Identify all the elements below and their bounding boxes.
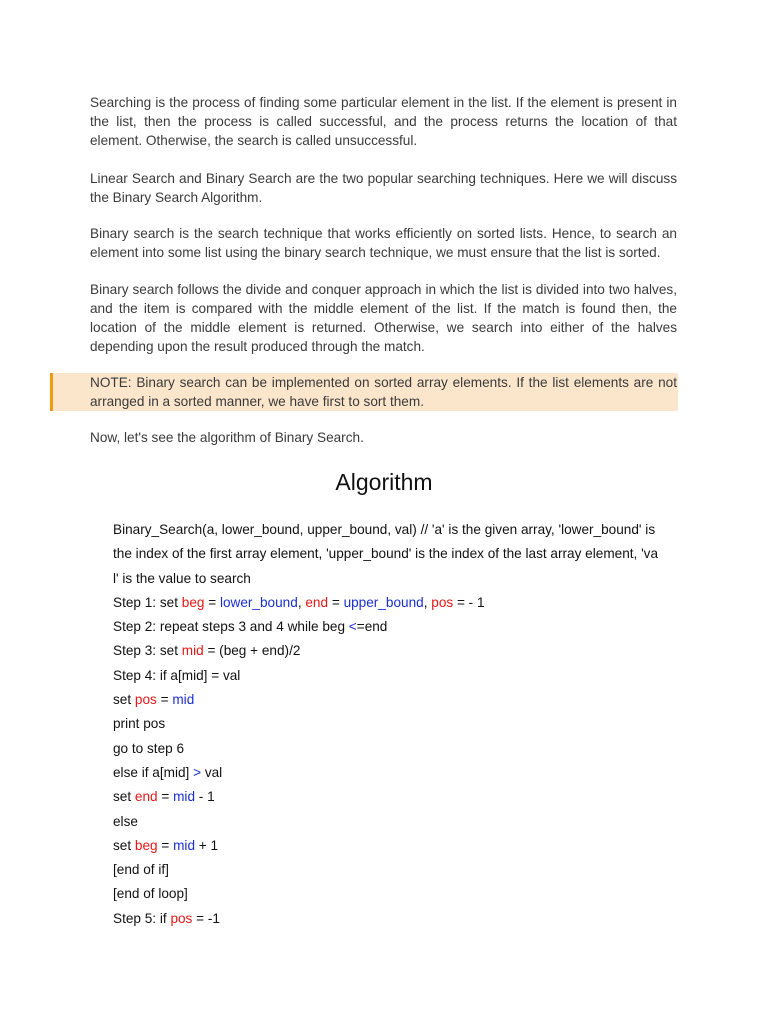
step3-tail: = (beg + end)/2 bbox=[203, 643, 301, 659]
step5-prefix: Step 5: if bbox=[113, 910, 171, 926]
set-end-eq: = bbox=[157, 789, 174, 805]
algo-step-3 bbox=[113, 639, 678, 663]
set-beg-tail: + 1 bbox=[195, 837, 219, 853]
intro-paragraph-2: Linear Search and Binary Search are the two popular searching techniques. Here we will discuss the Binary Search Algorithm. bbox=[90, 171, 677, 205]
algo-print-pos: print pos bbox=[113, 716, 166, 732]
var-mid: mid bbox=[181, 643, 204, 659]
step1-eq2: = bbox=[328, 594, 344, 610]
else-if-prefix: else if a[mid] bbox=[113, 764, 194, 780]
var-pos: pos bbox=[134, 692, 157, 708]
intro-paragraph-3: Binary search is the search technique that works efficiently on sorted lists. Hence, to search an element into some list using the binary search technique, we must ensure that the list is sorted. bbox=[90, 226, 677, 260]
var-upper-bound: upper_bound bbox=[343, 594, 424, 610]
algorithm-block bbox=[113, 518, 678, 931]
var-pos: pos bbox=[431, 594, 454, 610]
algo-goto: go to step 6 bbox=[113, 740, 185, 756]
var-pos: pos bbox=[170, 910, 193, 926]
algo-end-if: [end of if] bbox=[113, 862, 169, 878]
var-mid: mid bbox=[172, 692, 195, 708]
algorithm-heading: Algorithm bbox=[335, 469, 433, 495]
algo-signature-line-2: the index of the first array element, 'upper_bound' is the index of the last array element, 'va bbox=[113, 546, 659, 562]
var-beg: beg bbox=[181, 594, 205, 610]
step1-comma2: , bbox=[423, 594, 432, 610]
algo-set-end bbox=[113, 785, 678, 809]
set-end-tail: - 1 bbox=[195, 789, 215, 805]
step2-prefix: Step 2: repeat steps 3 and 4 while beg bbox=[113, 619, 349, 635]
algo-step-4: Step 4: if a[mid] = val bbox=[113, 667, 241, 683]
step3-prefix: Step 3: set bbox=[113, 643, 182, 659]
set-end-prefix: set bbox=[113, 789, 135, 805]
greater-than-operator: > bbox=[193, 764, 202, 780]
algo-step-2 bbox=[113, 615, 678, 639]
note-text: NOTE: Binary search can be implemented on sorted array elements. If the list elements are not arranged in a sorted manner, we have first to sort them. bbox=[90, 375, 677, 409]
else-if-tail: val bbox=[201, 764, 223, 780]
var-mid: mid bbox=[173, 789, 196, 805]
step1-prefix: Step 1: set bbox=[113, 594, 182, 610]
note-accent-bar bbox=[50, 373, 53, 411]
step1-tail: = - 1 bbox=[453, 594, 485, 610]
algo-signature-line-3: l' is the value to search bbox=[113, 570, 251, 586]
algo-signature-line-1: Binary_Search(a, lower_bound, upper_bound, val) // 'a' is the given array, 'lower_bound' is bbox=[113, 522, 656, 537]
intro-paragraph-5: Now, let's see the algorithm of Binary Search. bbox=[90, 430, 364, 445]
algo-step-1 bbox=[113, 591, 678, 615]
algo-step-5 bbox=[113, 907, 678, 931]
var-lower-bound: lower_bound bbox=[219, 594, 298, 610]
set-pos-eq: = bbox=[156, 692, 173, 708]
set-pos-prefix: set bbox=[113, 692, 135, 708]
step2-tail: =end bbox=[356, 619, 388, 635]
intro-paragraph-4: Binary search follows the divide and conquer approach in which the list is divided into two halves, and the item is compared with the middle element of the list. If the match is found then, the location of the middle element is returned. Otherwise, we search into either of the halves depending upon the result produced through the match. bbox=[90, 282, 677, 354]
set-beg-prefix: set bbox=[113, 837, 135, 853]
var-end: end bbox=[305, 594, 329, 610]
set-beg-eq: = bbox=[157, 837, 174, 853]
intro-paragraph-1: Searching is the process of finding some particular element in the list. If the element is present in the list, then the process is called successful, and the process returns the location of that element. Otherwise, the search is called unsuccessful. bbox=[90, 95, 677, 148]
algo-set-pos bbox=[113, 688, 678, 712]
var-mid: mid bbox=[173, 837, 196, 853]
var-end: end bbox=[134, 789, 158, 805]
algo-end-loop: [end of loop] bbox=[113, 886, 188, 902]
var-beg: beg bbox=[134, 837, 158, 853]
step1-eq1: = bbox=[204, 594, 220, 610]
algo-set-beg bbox=[113, 834, 678, 858]
less-than-operator: < bbox=[348, 619, 357, 635]
algo-else: else bbox=[113, 813, 138, 829]
note-callout bbox=[50, 373, 678, 411]
algo-else-if bbox=[113, 761, 678, 785]
step5-tail: = -1 bbox=[192, 910, 220, 926]
step1-comma1: , bbox=[297, 594, 306, 610]
